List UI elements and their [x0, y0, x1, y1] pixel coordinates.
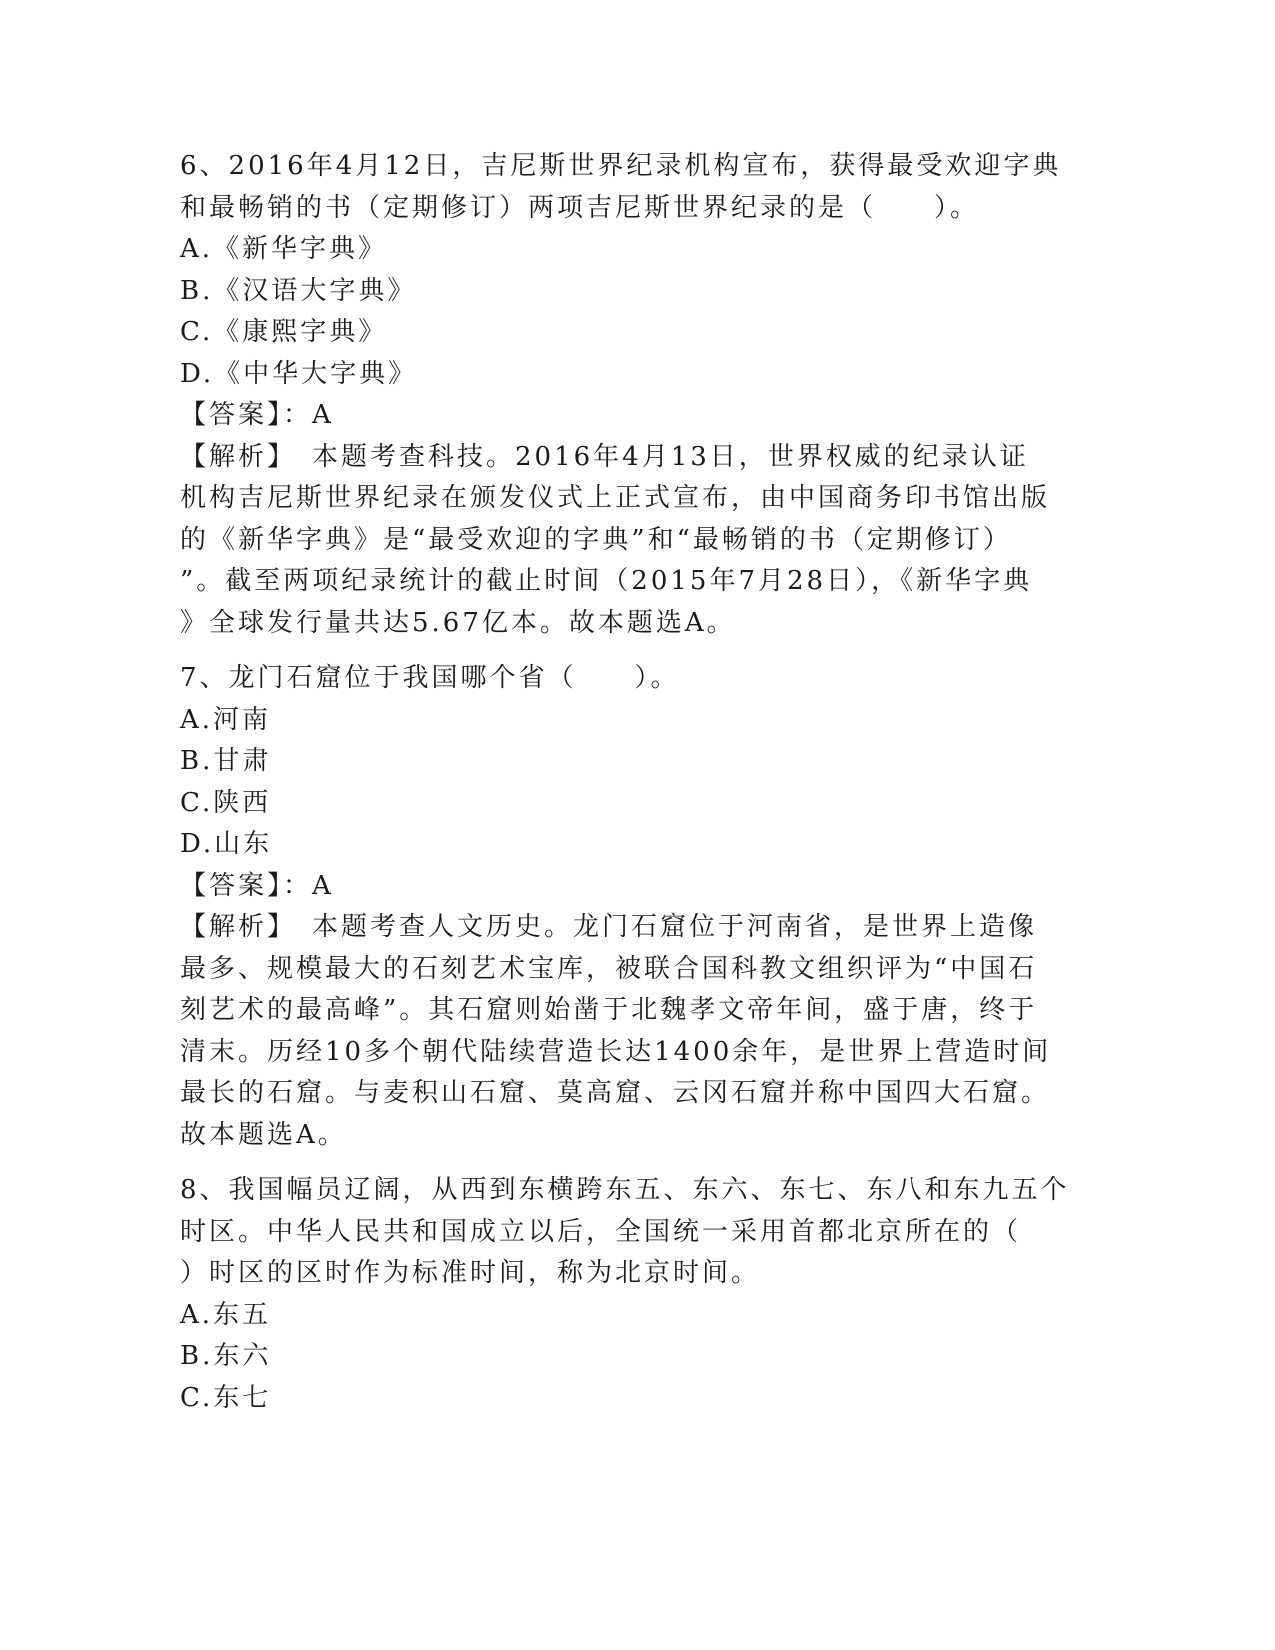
question-stem	[180, 146, 1080, 229]
question-stem	[180, 1170, 1080, 1295]
analysis-line: 最多、规模最大的石刻艺术宝库，被联合国科教文组织评为“中国石	[180, 953, 1038, 984]
question-6	[180, 146, 1080, 644]
document-page	[180, 146, 1080, 1433]
analysis-line: 故本题选A。	[180, 1119, 347, 1150]
option-d: D.《中华大字典》	[180, 358, 418, 389]
analysis-line: ”。截至两项纪录统计的截止时间（2015年7月28日），《新华字典	[180, 566, 1033, 596]
option-b: B.甘肃	[180, 746, 272, 776]
analysis-line: 的《新华字典》是“最受欢迎的字典”和“最畅销的书（定期修订）	[180, 524, 1012, 555]
analysis-line: 【解析】 本题考查人文历史。龙门石窟位于河南省，是世界上造像	[180, 912, 1038, 942]
option-a: A.《新华字典》	[180, 234, 388, 264]
analysis	[180, 437, 1080, 645]
analysis-line: 清末。历经10多个朝代陆续营造长达1400余年，是世界上营造时间	[180, 1036, 1052, 1067]
option-c: C.《康熙字典》	[180, 317, 388, 347]
question-8	[180, 1170, 1080, 1419]
option-a: A.东五	[180, 1299, 272, 1330]
answer-line: 【答案】：A	[180, 870, 334, 901]
stem-line: ）时区的区时作为标准时间，称为北京时间。	[180, 1258, 761, 1288]
option-d: D.山东	[180, 829, 273, 859]
option-b: B.《汉语大字典》	[180, 275, 417, 306]
option-b: B.东六	[180, 1341, 272, 1371]
question-stem	[180, 658, 1080, 700]
stem-line: 时区。中华人民共和国成立以后，全国统一采用首都北京所在的（	[180, 1216, 1022, 1247]
stem-line: 和最畅销的书（定期修订）两项吉尼斯世界纪录的是（ ）。	[180, 192, 980, 223]
analysis-line: 【解析】 本题考查科技。2016年4月13日，世界权威的纪录认证	[180, 441, 1029, 472]
stem-line: 6、2016年4月12日，吉尼斯世界纪录机构宣布，获得最受欢迎字典	[180, 151, 1062, 181]
analysis	[180, 907, 1080, 1156]
stem-line: 8、我国幅员辽阔，从西到东横跨东五、东六、东七、东八和东九五个	[180, 1175, 1070, 1205]
question-7	[180, 658, 1080, 1156]
answer-line: 【答案】：A	[180, 400, 334, 430]
analysis-line: 机构吉尼斯世界纪录在颁发仪式上正式宣布，由中国商务印书馆出版	[180, 483, 1051, 513]
option-c: C.东七	[180, 1382, 272, 1413]
option-a: A.河南	[180, 704, 272, 735]
option-c: C.陕西	[180, 787, 272, 818]
analysis-line: 刻艺术的最高峰”。其石窟则始凿于北魏孝文帝年间，盛于唐，终于	[180, 995, 1038, 1025]
analysis-line: 最长的石窟。与麦积山石窟、莫高窟、云冈石窟并称中国四大石窟。	[180, 1078, 1051, 1108]
stem-line: 7、龙门石窟位于我国哪个省（ ）。	[180, 663, 680, 693]
analysis-line: 》全球发行量共达5.67亿本。故本题选A。	[180, 607, 736, 638]
